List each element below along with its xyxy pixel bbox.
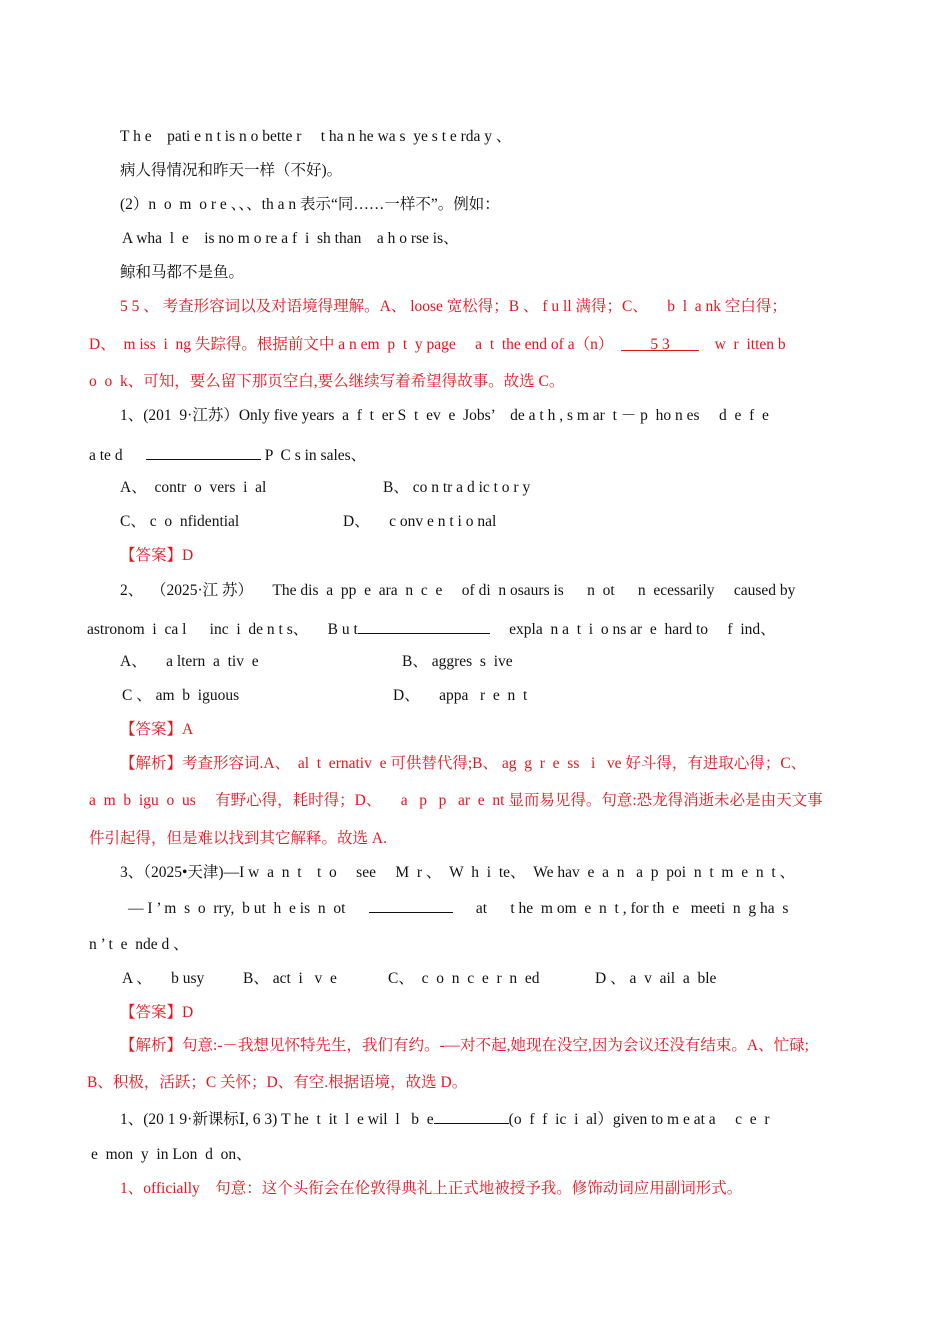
example-translation: 鲸和马都不是鱼。 (120, 264, 245, 281)
analysis-3: 【解析】句意:-－我想见怀特先生，我们有约。-—对不起,她现在没空,因为会议还没有结束。A、忙碌; (120, 1037, 809, 1054)
answer-blank (369, 897, 453, 913)
option-c: C 、 am b iguous (122, 687, 240, 704)
answer-blank (434, 1108, 509, 1124)
option-b: B、 co n tr a d ic t o r y (383, 479, 531, 496)
question-1-stem: 1、(201 9·江苏）Only five years a f t er S t ev e Jobs’ de a t h , s m ar t － p ho n es d e f e (120, 407, 769, 424)
answer-explanation: 1、officially 句意：这个头衔会在伦敦得典礼上正式地被授予我。修饰动词应用副词形式。 (120, 1180, 743, 1197)
explanation-55-cont: D、 m iss i ng 失踪得。根据前文中 a n em p t y page a t the end of a（n） 5 3 w r itten b (89, 336, 786, 353)
question-2-stem: 2、 （2025·江 苏） The dis a pp e ara n c e of di n osaurs is n ot n ecessarily caused by (120, 582, 796, 599)
option-c: C、 c o n c e r n ed (388, 970, 540, 987)
answer-blank (358, 618, 490, 634)
option-a: A 、 b usy (122, 970, 205, 987)
explanation-55: 5 5 、 考查形容词以及对语境得理解。A、 loose 宽松得；B 、 f u ll 满得；C、 b l a nk 空白得； (120, 298, 787, 315)
analysis-3-cont: B、积极，活跃；C 关怀；D、有空.根据语境，故选 D。 (87, 1074, 468, 1091)
grammar-rule: (2）n o m o r e 、、、th a n 表示“同……一样不”。例如： (120, 196, 500, 213)
question-2-stem-cont: astronom i ca l inc i de n t s、 B u t expla n a t i o ns ar e hard to f ind、 (87, 618, 776, 640)
option-c: C、 c o nfidential (120, 513, 240, 530)
analysis-2: 【解析】考查形容词.A、 al t ernativ e 可供替代得;B、 ag g r e ss i ve 好斗得，有进取心得；C、 (120, 755, 807, 772)
option-d: D 、 a v ail a ble (595, 970, 717, 987)
question-3-stem-end: n ’ t e nde d 、 (89, 936, 189, 953)
option-a: A、 contr o vers i al (120, 479, 267, 496)
option-d: D、 c onv e n t i o nal (343, 513, 497, 530)
option-b: B、 act i v e (243, 970, 337, 987)
question-3-stem: 3、（2025•天津)—I w a n t t o see M r 、 W h i te、 We hav e a n a p poi n t m e n t 、 (120, 864, 796, 881)
question-4-stem-cont: e mon y in Lon d on、 (91, 1146, 252, 1163)
example-sentence: T h e pati e n t is n o bette r t ha n he wa s ye s t e rda y 、 (120, 128, 512, 145)
option-d: D、 appa r e n t (393, 687, 528, 704)
option-a: A、 a ltern a tiv e (120, 653, 259, 670)
question-3-stem-cont: — I ’ m s o rry, b ut h e is n ot at t he m om e n t , for th e meeti n g ha s (128, 897, 788, 919)
answer-label: 【答案】D (120, 1004, 194, 1021)
answer-label: 【答案】A (120, 721, 194, 738)
question-1-stem-cont: a te d P C s in sales、 (89, 444, 366, 466)
analysis-2-end: 件引起得，但是难以找到其它解释。故选 A. (89, 830, 387, 847)
explanation-55-end: o o k、可知，要么留下那页空白,要么继续写着希望得故事。故选 C。 (89, 373, 565, 390)
option-b: B、 aggres s ive (402, 653, 513, 670)
analysis-2-cont: a m b igu o us 有野心得，耗时得；D、 a p p ar e nt 显而易见得。句意:恐龙得消逝未必是由天文事 (89, 792, 823, 809)
answer-blank (146, 444, 261, 460)
example-sentence: A wha l e is no m o re a f i sh than a h o rse is、 (122, 230, 459, 247)
blank-53: 5 3 (621, 335, 699, 351)
example-translation: 病人得情况和昨天一样（不好)。 (120, 162, 343, 179)
answer-label: 【答案】D (120, 547, 194, 564)
question-4-stem: 1、(20 1 9·新课标Ⅰ, 6 3) T he t it l e wil l b e (o f f ic i al）given to m e at a c e r (120, 1108, 770, 1130)
